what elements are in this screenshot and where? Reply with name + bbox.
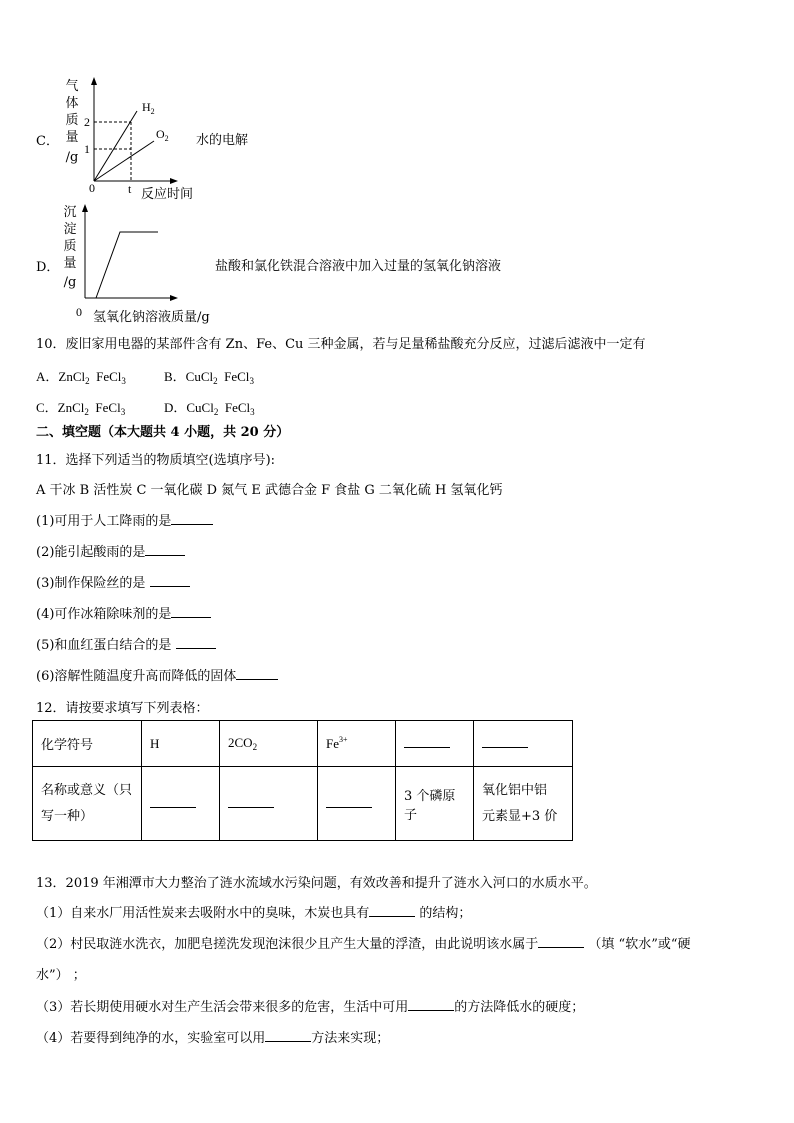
q13-part-1: （1）自来水厂用活性炭来去吸附水中的臭味，木炭也具有 的结构； xyxy=(36,906,472,921)
q13-part-3: （3）若长期使用硬水对生产生活会带来很多的危害，生活中可用 的方法降低水的硬度； xyxy=(36,1000,585,1015)
table-cell-blank[interactable] xyxy=(142,767,220,841)
answer-blank[interactable] xyxy=(145,543,185,556)
answer-blank[interactable] xyxy=(408,998,454,1011)
section-heading: 二、填空题（本大题共 4 小题，共 20 分） xyxy=(36,425,290,440)
table-cell-aluminum: 氧化铝中铝 元素显+3 价 xyxy=(474,767,573,841)
table-cell-h: H xyxy=(142,721,220,767)
option-d-caption: 盐酸和氯化铁混合溶液中加入过量的氢氧化钠溶液 xyxy=(215,259,502,274)
option-c-origin: 0 xyxy=(89,181,95,195)
q11-item-1: (1)可用于人工降雨的是 xyxy=(36,510,213,529)
question-13-stem: 13．2019 年湘潭市大力整治了涟水流域水污染问题，有效改善和提升了涟水入河口的水质水平。 xyxy=(36,876,597,891)
answer-blank[interactable] xyxy=(171,512,213,525)
table-header-meaning: 名称或意义（只 写一种） xyxy=(33,767,142,841)
answer-blank[interactable] xyxy=(265,1029,311,1042)
answer-blank[interactable] xyxy=(150,574,190,587)
y-label-char: /g xyxy=(65,150,79,165)
y-label-char: 沉 xyxy=(63,205,77,220)
tick-t: t xyxy=(128,182,132,195)
q11-item-2: (2)能引起酸雨的是 xyxy=(36,541,185,560)
q11-item-3: (3)制作保险丝的是 xyxy=(36,572,190,591)
q11-item-5: (5)和血红蛋白结合的是 xyxy=(36,634,216,653)
option-c-caption: 水的电解 xyxy=(196,133,249,148)
tick-1: 1 xyxy=(84,142,90,156)
option-c-letter: C． xyxy=(36,134,59,149)
y-label-char: 体 xyxy=(65,96,79,111)
x-axis-arrow xyxy=(170,295,178,301)
table-cell-2co2: $2CO_2$ xyxy=(220,721,318,767)
option-d-answer: D．CuCl$_2$ FeCl$_3$ xyxy=(164,400,255,417)
option-d-origin: 0 xyxy=(76,305,82,319)
y-axis-arrow xyxy=(91,77,97,85)
option-c-answer: C．ZnCl$_2$ FeCl$_3$ xyxy=(36,400,126,417)
table-cell-blank[interactable] xyxy=(396,721,474,767)
answer-blank[interactable] xyxy=(236,667,278,680)
table-cell-blank[interactable] xyxy=(318,767,396,841)
series-o2-line xyxy=(94,141,154,181)
q13-part-2: （2）村民取涟水洗衣，加肥皂搓洗发现泡沫很少且产生大量的浮渣，由此说明该水属于 （填 “软水”或“硬 xyxy=(36,937,691,952)
option-c-chart xyxy=(78,75,188,195)
q11-item-4: (4)可作冰箱除味剂的是 xyxy=(36,603,211,622)
answer-blank[interactable] xyxy=(176,636,216,649)
series-h2-label: $H_2$ xyxy=(142,100,155,116)
table-cell-blank[interactable] xyxy=(220,767,318,841)
tick-2: 2 xyxy=(84,115,90,129)
table-cell-fe3: $Fe^{3+}$ xyxy=(318,721,396,767)
option-d-letter: D． xyxy=(36,260,60,275)
answer-table xyxy=(32,720,573,841)
option-b: B．CuCl$_2$ FeCl$_3$ xyxy=(164,369,254,386)
question-11-stem: 11．选择下列适当的物质填空(选填序号): xyxy=(36,453,276,468)
option-d-chart xyxy=(76,202,196,302)
answer-blank[interactable] xyxy=(369,904,415,917)
option-a: A．ZnCl$_2$ FeCl$_3$ xyxy=(36,369,126,386)
table-header-symbol: 化学符号 xyxy=(33,721,142,767)
question-11-choices: A 干冰 B 活性炭 C 一氧化碳 D 氮气 E 武德合金 F 食盐 G 二氧化硫 H 氢氧化钙 xyxy=(36,483,503,498)
y-label-char: 质 xyxy=(63,239,77,254)
table-cell-phosphorus: 3 个磷原子 xyxy=(396,767,474,841)
y-label-char: 淀 xyxy=(63,222,77,237)
answer-blank[interactable] xyxy=(171,605,211,618)
q11-item-6: (6)溶解性随温度升高而降低的固体 xyxy=(36,665,278,684)
y-label-char: 质 xyxy=(65,113,79,128)
precipitate-line xyxy=(96,232,158,298)
series-o2-label: $O_2$ xyxy=(156,127,169,143)
answer-blank[interactable] xyxy=(538,935,584,948)
y-label-char: 量 xyxy=(63,256,77,271)
q13-part-4: （4）若要得到纯净的水，实验室可以用 方法来实现； xyxy=(36,1031,390,1046)
option-d-x-axis-label: 氢氧化钠溶液质量/g xyxy=(93,310,210,325)
q13-part-2-cont: 水”） ； xyxy=(36,968,86,983)
y-axis-arrow xyxy=(82,204,88,212)
y-label-char: 气 xyxy=(65,79,79,94)
question-10-stem: 10．废旧家用电器的某部件含有 Zn、Fe、Cu 三种金属，若与足量稀盐酸充分反应，过滤后滤液中一定有 xyxy=(36,337,646,352)
table-cell-blank[interactable] xyxy=(474,721,573,767)
option-c-x-axis-label: 反应时间 xyxy=(141,187,194,202)
y-label-char: /g xyxy=(63,275,77,290)
question-12-stem: 12．请按要求填写下列表格： xyxy=(36,701,209,716)
y-label-char: 量 xyxy=(65,130,79,145)
